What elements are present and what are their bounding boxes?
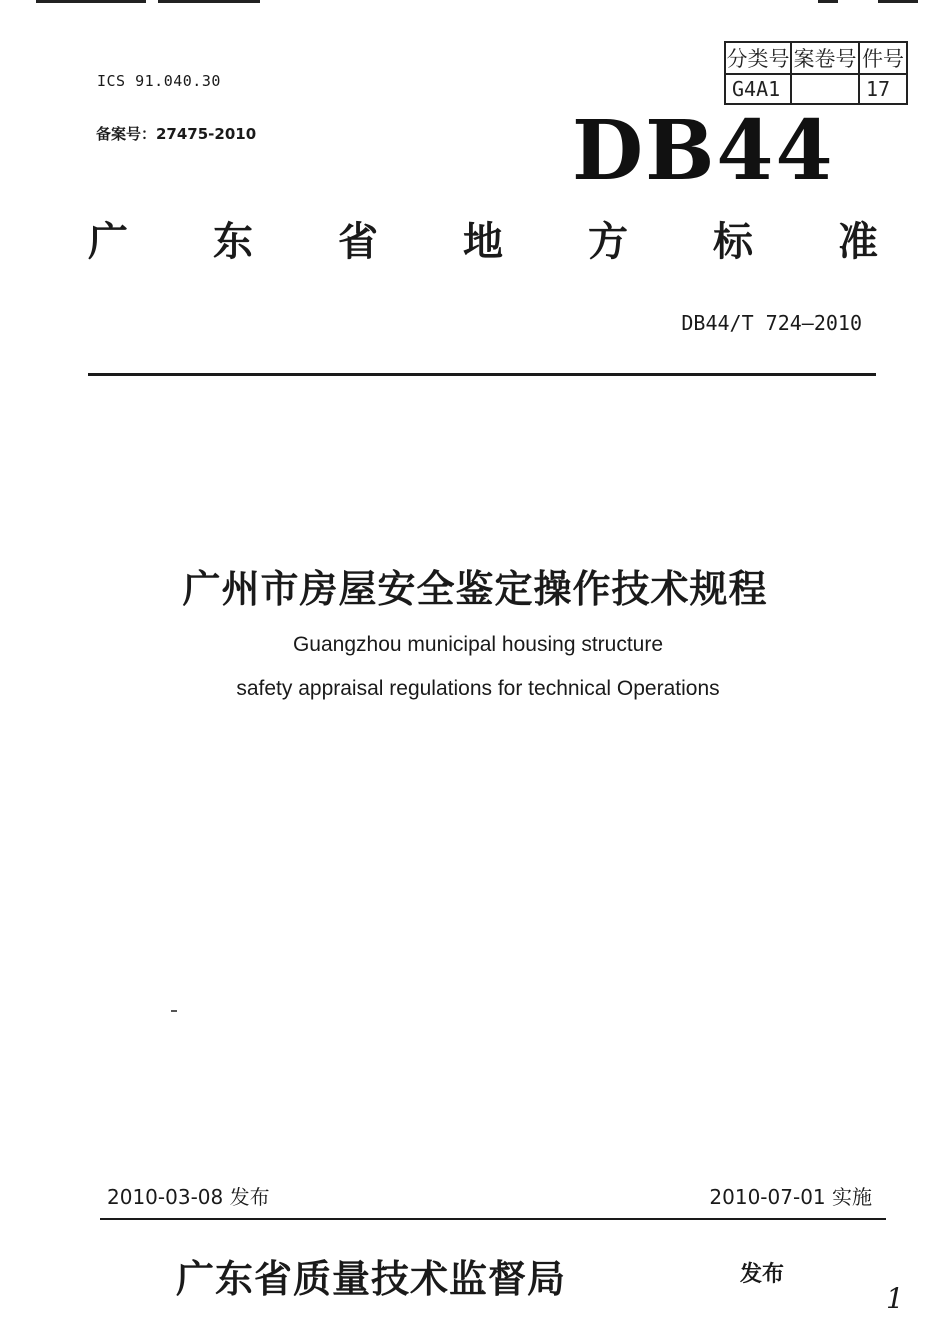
page-number: 1	[886, 1282, 904, 1315]
publish-label: 发布	[740, 1262, 785, 1287]
file-table-value-row	[725, 74, 907, 104]
category-char: 准	[838, 219, 878, 265]
standard-number: DB44/T 724—2010	[681, 311, 862, 335]
file-table-header: 件号	[859, 42, 907, 74]
category-char: 标	[713, 219, 753, 265]
footer-divider	[100, 1218, 886, 1220]
category-char: 地	[463, 219, 503, 265]
file-table-value: G4A1	[725, 74, 791, 104]
document-title-cn: 广州市房屋安全鉴定操作技术规程	[182, 567, 768, 611]
file-table-value	[791, 74, 859, 104]
standard-code-logo: DB44	[572, 103, 835, 199]
ics-code: ICS 91.040.30	[97, 72, 221, 90]
implement-date: 2010-07-01 实施	[709, 1185, 872, 1209]
record-number: 备案号：27475-2010	[96, 125, 257, 143]
scan-speck	[171, 1010, 177, 1012]
category-char: 方	[588, 219, 628, 265]
file-table-header: 分类号	[725, 42, 791, 74]
document-title-en-line2: safety appraisal regulations for technical Operations	[236, 677, 720, 700]
document-title-en-line1: Guangzhou municipal housing structure	[292, 633, 664, 656]
file-index-table	[724, 41, 908, 105]
category-char: 广	[88, 219, 128, 265]
standard-category-title	[88, 219, 878, 265]
scan-edge-marks	[0, 0, 950, 6]
file-table-header: 案卷号	[791, 42, 859, 74]
file-table-header-row	[725, 42, 907, 74]
category-char: 东	[213, 219, 253, 265]
file-table-value: 17	[859, 74, 907, 104]
issuing-authority: 广东省质量技术监督局	[176, 1256, 567, 1301]
issue-date: 2010-03-08 发布	[107, 1185, 270, 1209]
category-char: 省	[338, 219, 378, 265]
header-divider	[88, 373, 876, 376]
